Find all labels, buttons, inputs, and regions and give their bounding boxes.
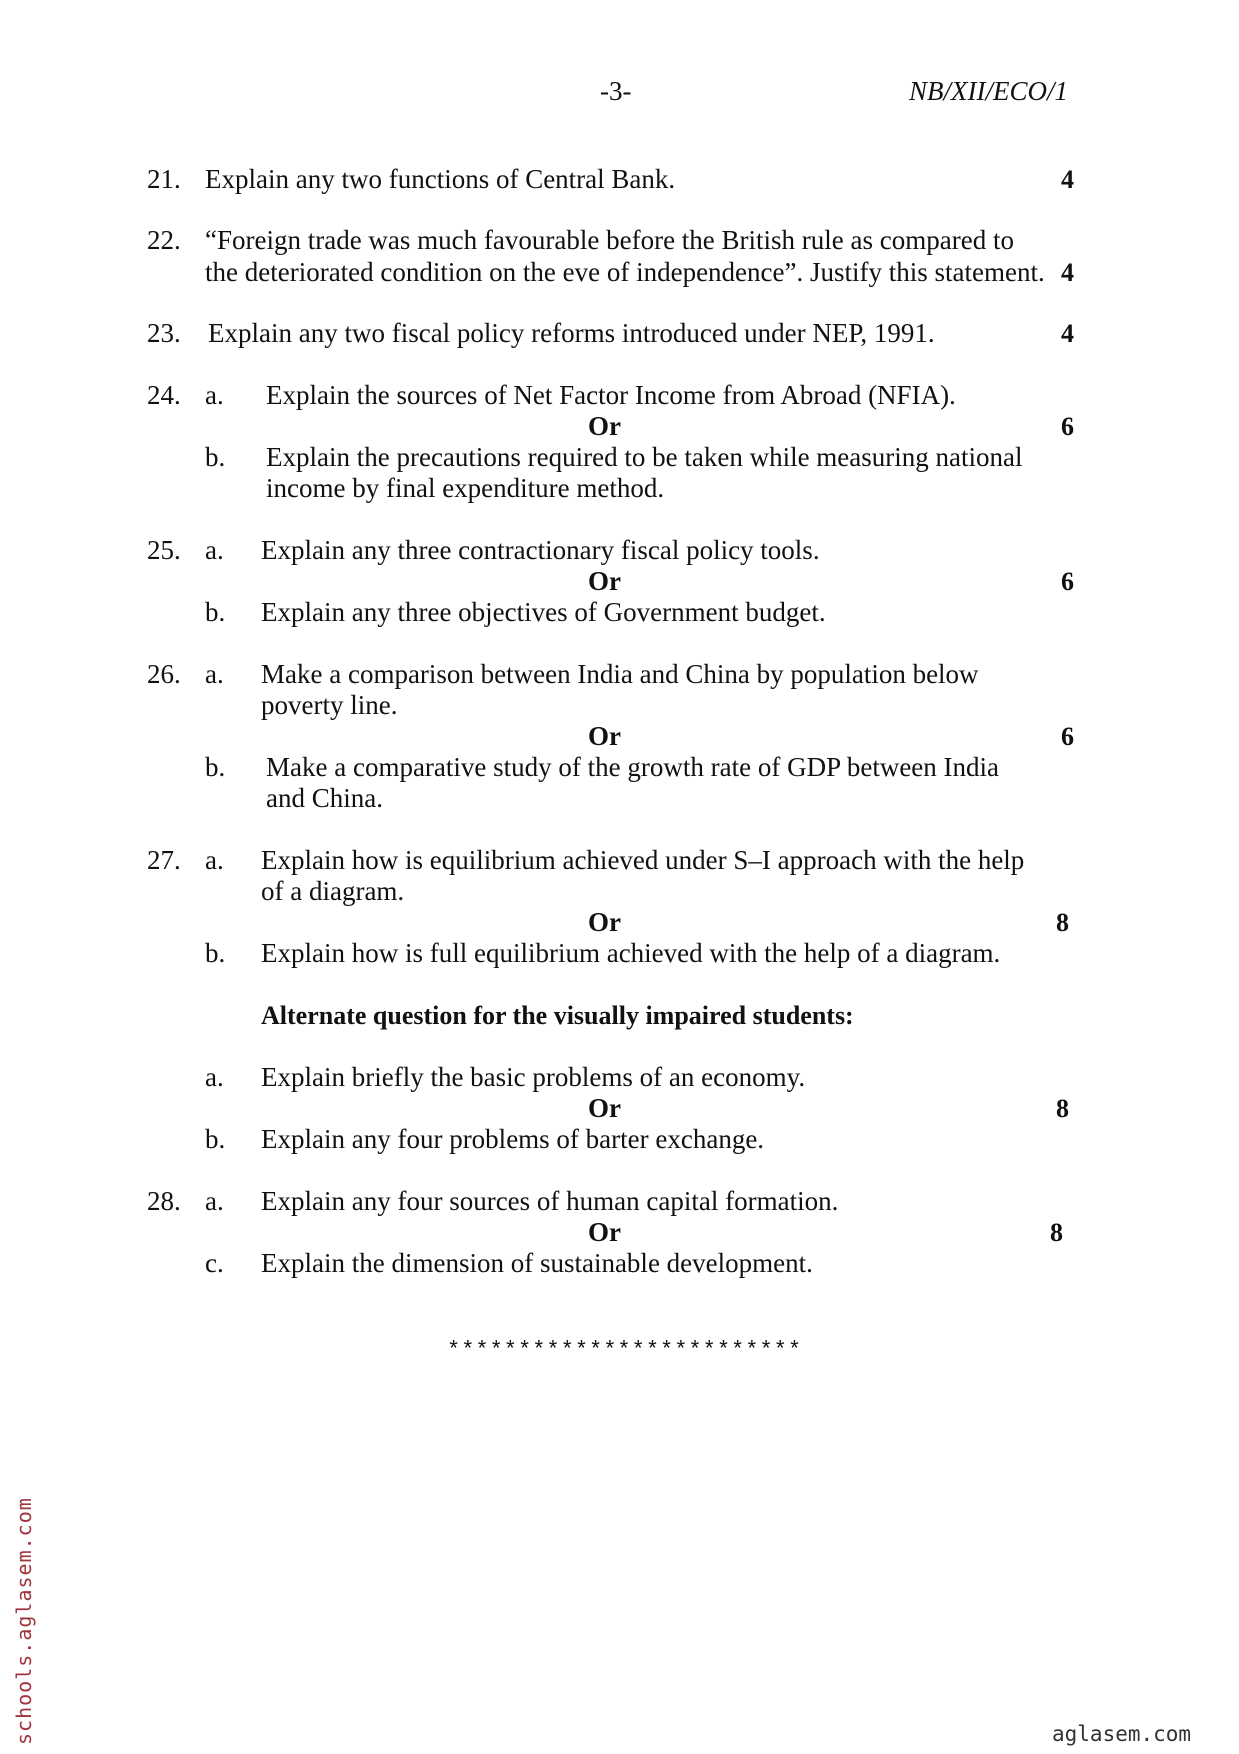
end-of-paper-stars: ************************* <box>447 1338 803 1363</box>
question-marks: 6 <box>1061 412 1074 441</box>
option-text: income by final expenditure method. <box>266 473 665 503</box>
question-text: Explain any two functions of Central Bank. <box>205 164 676 194</box>
option-text: Explain how is equilibrium achieved under S–I approach with the help <box>261 845 1025 875</box>
question-marks: 4 <box>1061 258 1074 287</box>
option-text: Explain the sources of Net Factor Income from Abroad (NFIA). <box>266 380 956 410</box>
question-marks: 6 <box>1061 567 1074 596</box>
option-label: c. <box>205 1248 224 1278</box>
question-marks: 4 <box>1061 319 1074 348</box>
or-divider: Or <box>588 721 621 751</box>
option-text: Explain briefly the basic problems of an economy. <box>261 1062 806 1092</box>
question-marks: 8 <box>1050 1218 1063 1247</box>
question-number: 26. <box>147 659 181 689</box>
option-text: Explain any three contractionary fiscal policy tools. <box>261 535 820 565</box>
or-divider: Or <box>588 1093 621 1123</box>
option-label: a. <box>205 380 224 410</box>
corner-watermark: aglasem.com <box>1052 1722 1192 1746</box>
question-number: 23. <box>147 318 181 348</box>
option-text: Explain the precautions required to be taken while measuring national <box>266 442 1023 472</box>
question-number: 27. <box>147 845 181 875</box>
or-divider: Or <box>588 907 621 937</box>
option-label: a. <box>205 659 224 689</box>
page-number: -3- <box>600 76 632 106</box>
side-watermark: schools.aglasem.com <box>12 1497 36 1745</box>
option-label: a. <box>205 1186 224 1216</box>
question-marks: 4 <box>1061 165 1074 194</box>
question-text: “Foreign trade was much favourable before the British rule as compared to <box>205 225 1014 255</box>
option-label: b. <box>205 442 226 472</box>
option-text: Explain any four sources of human capital formation. <box>261 1186 839 1216</box>
or-divider: Or <box>588 1217 621 1247</box>
option-label: b. <box>205 1124 226 1154</box>
question-marks: 6 <box>1061 722 1074 751</box>
option-text: Explain any three objectives of Government budget. <box>261 597 826 627</box>
option-text: Explain how is full equilibrium achieved with the help of a diagram. <box>261 938 1001 968</box>
option-label: a. <box>205 845 224 875</box>
option-text: Explain any four problems of barter exchange. <box>261 1124 765 1154</box>
question-text: the deteriorated condition on the eve of independence”. Justify this statement. <box>205 257 1045 287</box>
option-label: b. <box>205 597 226 627</box>
question-number: 22. <box>147 225 181 255</box>
option-label: b. <box>205 752 226 782</box>
paper-code: NB/XII/ECO/1 <box>909 76 1068 106</box>
option-text: and China. <box>266 783 383 813</box>
question-marks: 8 <box>1056 908 1069 937</box>
or-divider: Or <box>588 411 621 441</box>
question-number: 24. <box>147 380 181 410</box>
option-text: of a diagram. <box>261 876 405 906</box>
option-text: Explain the dimension of sustainable development. <box>261 1248 813 1278</box>
question-marks: 8 <box>1056 1094 1069 1123</box>
option-label: a. <box>205 535 224 565</box>
question-number: 21. <box>147 164 181 194</box>
option-text: Make a comparative study of the growth rate of GDP between India <box>266 752 1000 782</box>
option-label: b. <box>205 938 226 968</box>
question-text: Explain any two fiscal policy reforms introduced under NEP, 1991. <box>208 318 935 348</box>
alternate-heading: Alternate question for the visually impaired students: <box>261 1001 854 1030</box>
option-label: a. <box>205 1062 224 1092</box>
question-number: 25. <box>147 535 181 565</box>
question-number: 28. <box>147 1186 181 1216</box>
option-text: poverty line. <box>261 690 398 720</box>
option-text: Make a comparison between India and China by population below <box>261 659 979 689</box>
or-divider: Or <box>588 566 621 596</box>
